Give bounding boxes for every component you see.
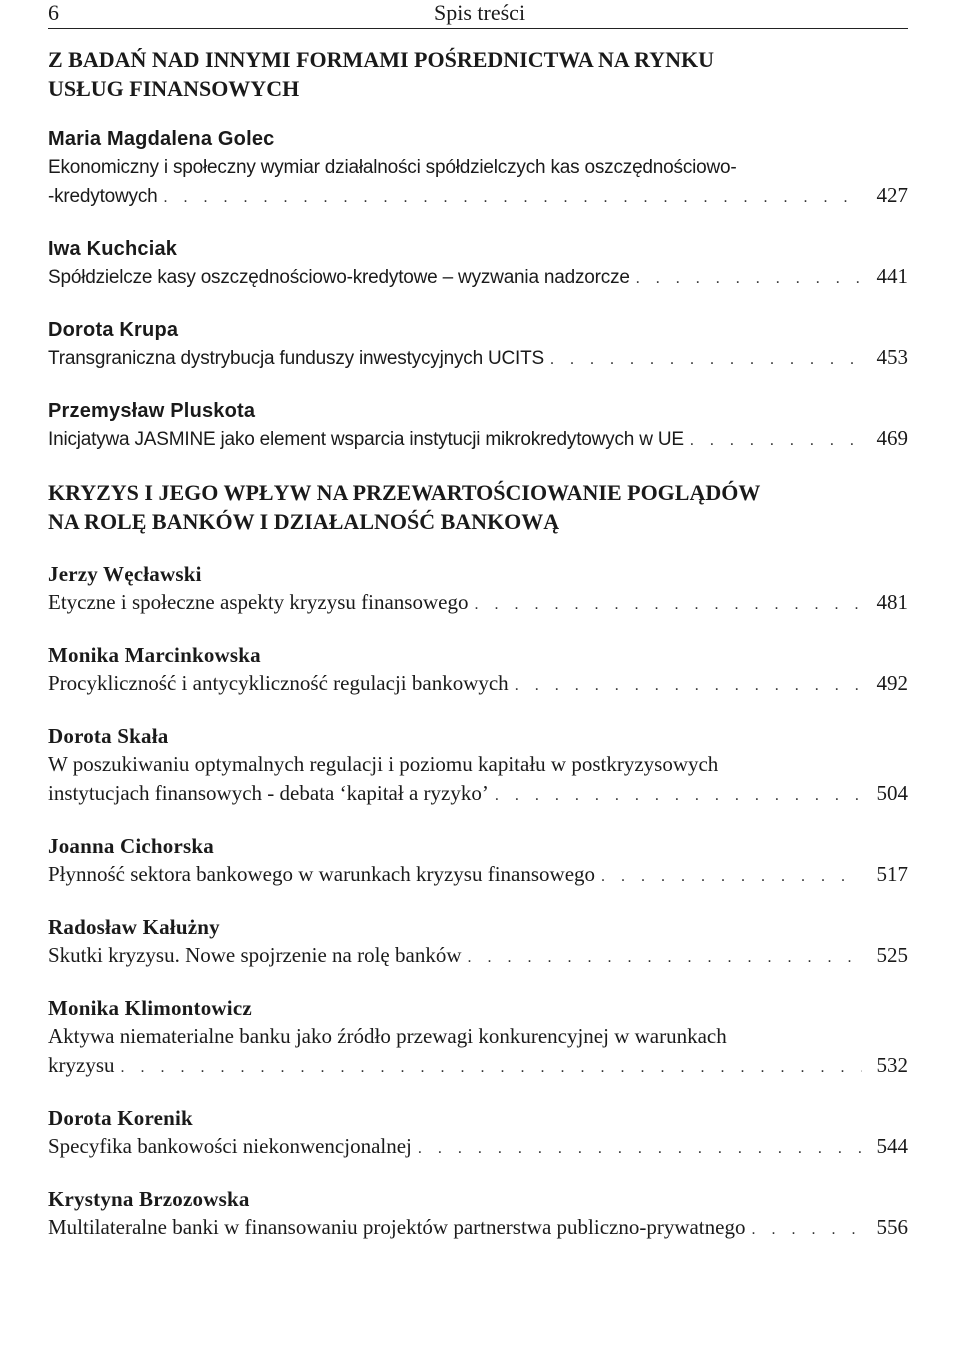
entry-title-line: instytucjach finansowych - debata ‘kapitał a ryzyko’ [48,781,489,805]
toc-leader-line [48,860,908,889]
entry-title-line: W poszukiwaniu optymalnych regulacji i poziomu kapitału w postkryzysowych [48,752,719,776]
dot-leader [164,189,862,207]
entry-title-line: Procykliczność i antycykliczność regulacji bankowych [48,671,509,695]
toc-entry [48,913,908,970]
section-heading-1 [48,45,908,103]
entry-page-number[interactable]: 556 [876,1215,908,1239]
toc-leader-line [48,182,908,211]
toc-leader-line [48,263,908,292]
entry-page-number[interactable]: 427 [876,183,908,207]
entry-page-number[interactable]: 517 [876,862,908,886]
entry-title-line: Multilateralne banki w finansowaniu projektów partnerstwa publiczno-prywatnego [48,1215,746,1239]
running-header [48,0,908,29]
dot-leader [550,351,862,369]
page-number: 6 [48,0,59,25]
entry-title-line: Transgraniczna dystrybucja funduszy inwestycyjnych UCITS [48,348,545,369]
dot-leader [601,868,862,886]
entry-author: Dorota Krupa [48,319,179,341]
entry-page-number[interactable]: 481 [876,590,908,614]
toc-entry [48,560,908,617]
entry-author: Monika Klimontowicz [48,996,252,1020]
entry-page-number[interactable]: 441 [876,264,908,288]
entry-title-line: Spółdzielcze kasy oszczędnościowo-kredytowe – wyzwania nadzorcze [48,267,630,288]
dot-leader [515,677,862,695]
entry-page-number[interactable]: 532 [876,1053,908,1077]
toc-leader-line [48,588,908,617]
toc-entry [48,1104,908,1161]
toc-leader-line [48,344,908,373]
entry-page-number[interactable]: 544 [876,1134,908,1158]
entry-page-number[interactable]: 453 [876,345,908,369]
toc-leader-line [48,941,908,970]
entry-title-line: Aktywa niematerialne banku jako źródło przewagi konkurencyjnej w warunkach [48,1024,727,1048]
toc-entry [48,994,908,1080]
entry-title-line: kryzysu [48,1053,115,1077]
toc-entry [48,235,908,292]
entry-author: Jerzy Węcławski [48,562,202,586]
toc-leader-line [48,1213,908,1242]
section-heading-line: KRYZYS I JEGO WPŁYW NA PRZEWARTOŚCIOWANIE POGLĄDÓW [48,480,761,505]
dot-leader [495,787,862,805]
entry-title-line: -kredytowych [48,186,158,207]
toc-entry [48,316,908,373]
toc-entry [48,125,908,211]
running-title: Spis treści [434,0,526,25]
entry-author: Iwa Kuchciak [48,238,178,260]
section-heading-line: Z BADAŃ NAD INNYMI FORMAMI POŚREDNICTWA NA RYNKU [48,47,714,72]
entry-title-line: Płynność sektora bankowego w warunkach kryzysu finansowego [48,862,596,886]
toc-leader-line [48,425,908,454]
entry-page-number[interactable]: 469 [876,426,908,450]
toc-leader-line [48,779,908,808]
entry-author: Dorota Korenik [48,1106,193,1130]
entry-author: Joanna Cichorska [48,834,214,858]
toc-entry [48,832,908,889]
entry-title-line: Inicjatywa JASMINE jako element wsparcia instytucji mikrokredytowych w UE [48,429,684,450]
dot-leader [418,1140,862,1158]
entry-title-line: Ekonomiczny i społeczny wymiar działalności spółdzielczych kas oszczędnościowo- [48,157,737,178]
toc-entry [48,1185,908,1242]
entry-author: Monika Marcinkowska [48,643,261,667]
entry-page-number[interactable]: 525 [876,943,908,967]
entry-author: Krystyna Brzozowska [48,1187,250,1211]
entry-author: Radosław Kałużny [48,915,220,939]
toc-entry [48,641,908,698]
toc-entry [48,397,908,454]
toc-page [48,0,908,1242]
entry-title-line: Etyczne i społeczne aspekty kryzysu finansowego [48,590,469,614]
entry-author: Przemysław Pluskota [48,400,256,422]
dot-leader [690,432,862,450]
entry-page-number[interactable]: 504 [876,781,908,805]
toc-leader-line [48,1132,908,1161]
toc-leader-line [48,669,908,698]
dot-leader [468,949,863,967]
dot-leader [636,270,862,288]
entry-page-number[interactable]: 492 [876,671,908,695]
entry-title-line: Specyfika bankowości niekonwencjonalnej [48,1134,412,1158]
section-heading-line: USŁUG FINANSOWYCH [48,76,300,101]
entry-author: Dorota Skała [48,724,169,748]
dot-leader [751,1221,862,1239]
entry-author: Maria Magdalena Golec [48,128,275,150]
section-heading-2 [48,478,908,536]
section-heading-line: NA ROLĘ BANKÓW I DZIAŁALNOŚĆ BANKOWĄ [48,509,560,534]
toc-entry [48,722,908,808]
entry-title-line: Skutki kryzysu. Nowe spojrzenie na rolę banków [48,943,462,967]
toc-leader-line [48,1051,908,1080]
dot-leader [121,1059,863,1077]
dot-leader [474,596,862,614]
